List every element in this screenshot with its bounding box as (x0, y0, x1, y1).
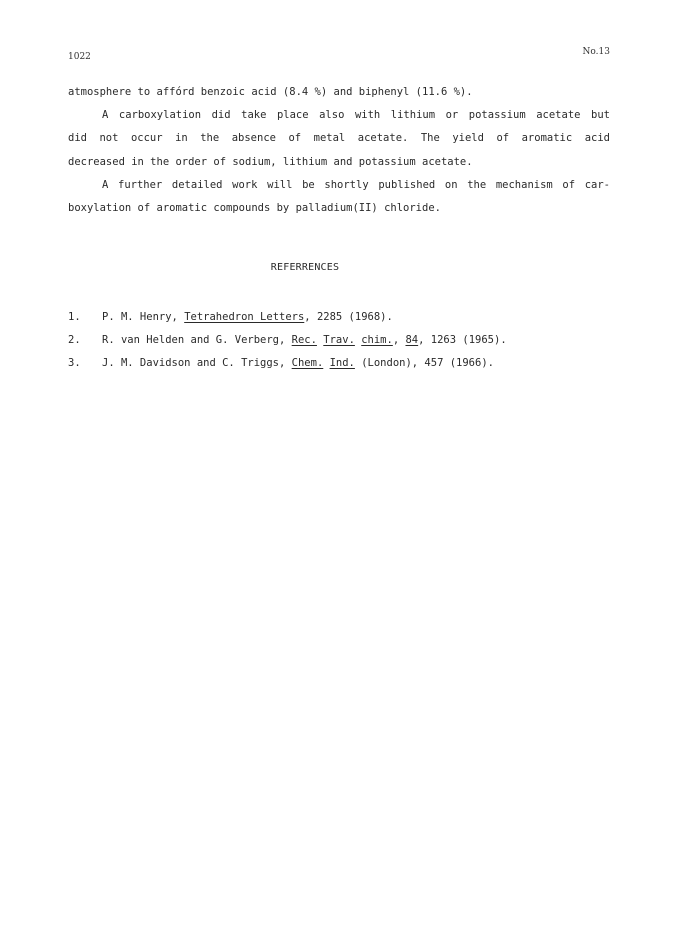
reference-item (68, 306, 628, 329)
body-line: did not occur in the absence of metal acetate. The yield of aromatic acid (68, 132, 610, 145)
body-line: boxylation of aromatic compounds by palladium(II) chloride. (68, 201, 441, 214)
references-heading: REFERRENCES (270, 262, 340, 273)
reference-journal: Rec. (291, 334, 317, 347)
reference-authors: P. M. Henry, (102, 311, 185, 323)
issue-number: No.13 (582, 47, 610, 57)
reference-authors: J. M. Davidson and C. Triggs, (102, 357, 292, 370)
reference-number: 2. (68, 334, 81, 347)
reference-item (68, 329, 628, 352)
body-line: A further detailed work will be shortly published on the mechanism of car- (102, 178, 610, 191)
reference-details: , 1263 (1965). (418, 334, 507, 347)
reference-authors: R. van Helden and G. Verberg, (102, 334, 292, 347)
reference-details: , 2285 (1968). (304, 311, 393, 323)
reference-details: (London), 457 (1966). (354, 357, 494, 370)
reference-journal: chim. (361, 334, 393, 347)
page-number: 1022 (68, 52, 91, 62)
reference-journal: Ind. (329, 357, 355, 370)
reference-journal: Trav. (323, 334, 355, 347)
reference-separator: , (392, 334, 406, 347)
reference-volume: 84 (405, 334, 419, 347)
reference-list (68, 306, 628, 376)
body-text (68, 81, 610, 220)
reference-number: 1. (68, 311, 81, 323)
reference-item (68, 352, 628, 375)
reference-journal: Tetrahedron Letters (184, 311, 305, 323)
body-line: decreased in the order of sodium, lithium and potassium acetate. (68, 155, 473, 168)
reference-number: 3. (68, 357, 81, 370)
body-line: A carboxylation did take place also with lithium or potassium acetate but (102, 109, 610, 122)
reference-journal: Chem. (291, 357, 324, 370)
body-line: atmosphere to affórd benzoic acid (8.4 %) and biphenyl (11.6 %). (68, 86, 473, 98)
